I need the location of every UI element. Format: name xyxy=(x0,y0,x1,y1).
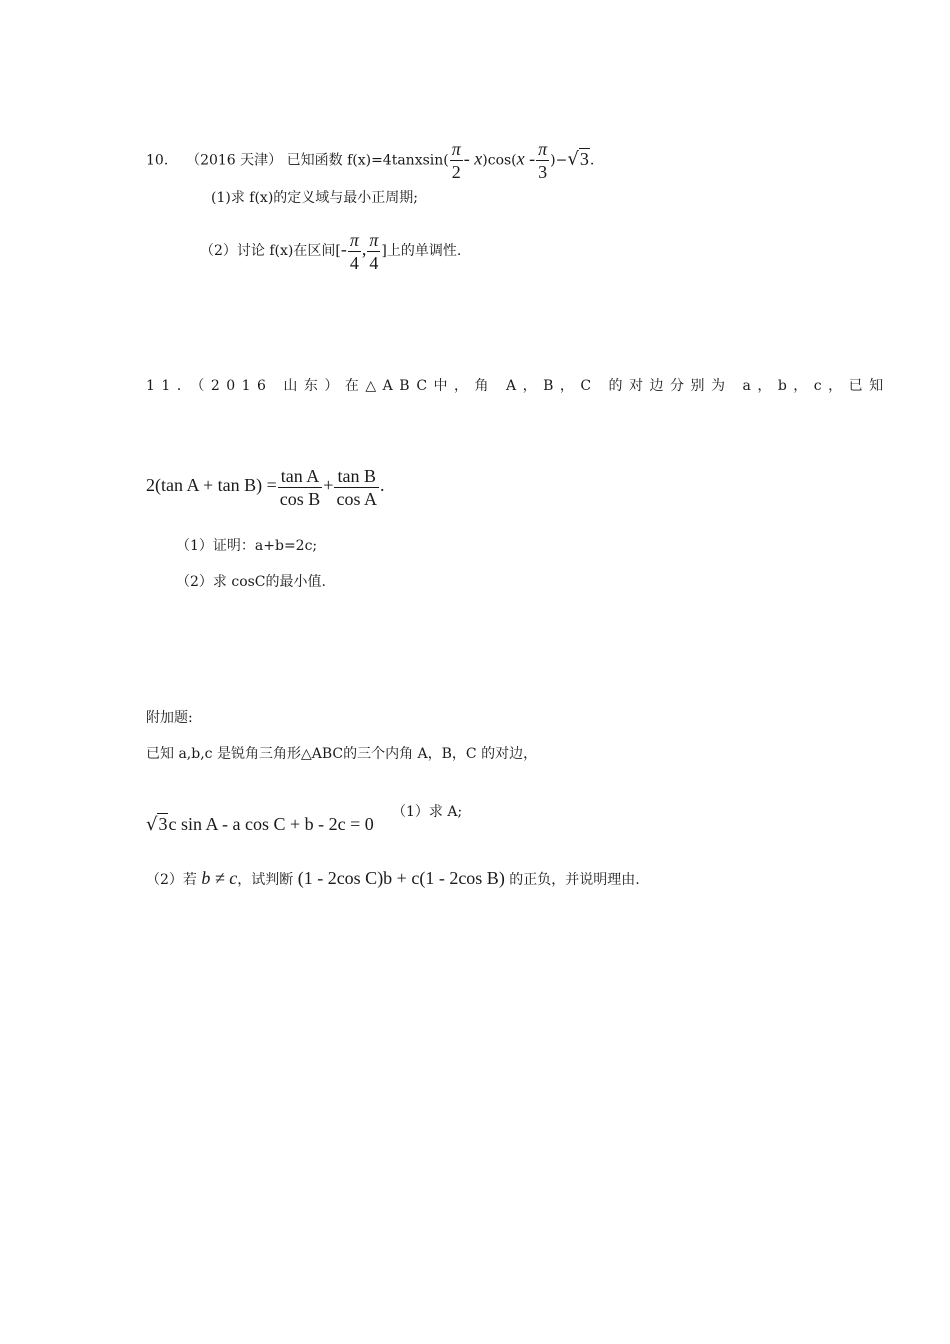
equation-rest: c sin A - a cos C + b - 2c = 0 xyxy=(168,814,374,834)
fraction-pi-over-4 xyxy=(367,229,380,274)
sqrt-icon: √ xyxy=(146,814,158,835)
part2-lead: （2）讨论 f(x)在区间[ xyxy=(200,243,341,259)
sqrt-value: 3 xyxy=(158,814,168,834)
fraction-pi-over-3 xyxy=(536,138,549,183)
denominator: 4 xyxy=(369,252,379,273)
question-10-part-2 xyxy=(200,225,461,273)
sqrt-icon: √ xyxy=(567,148,579,170)
plus-sign: + xyxy=(323,475,334,495)
condition: b ≠ c xyxy=(201,868,238,888)
denominator: cos B xyxy=(279,488,321,509)
numerator: π xyxy=(349,229,359,250)
fraction-pi-over-2 xyxy=(450,138,463,183)
extra-statement: 已知 a,b,c 是锐角三角形△ABC的三个内角 A，B，C 的对边， xyxy=(146,746,538,762)
extra-part-1: （1）求 A; xyxy=(392,804,463,820)
question-11-part-2: （2）求 cosC的最小值. xyxy=(176,574,326,590)
question-11-part-1: （1）证明：a+b=2c; xyxy=(176,538,318,554)
expression: (1 - 2cos C)b + c(1 - 2cos B) xyxy=(297,868,505,888)
part2-tail: ]上的单调性. xyxy=(381,243,462,259)
question-source: （2016 天津） xyxy=(186,152,283,169)
part2-mid: ，试判断 xyxy=(237,872,294,888)
numerator: tan B xyxy=(334,465,379,488)
cos-open: )cos( xyxy=(482,152,517,169)
denominator: 3 xyxy=(538,162,548,182)
sqrt-value: 3 xyxy=(579,148,589,169)
fraction-tanA-over-cosB xyxy=(278,465,323,510)
numerator: tan A xyxy=(278,465,323,488)
fraction-tanB-over-cosA xyxy=(334,465,379,510)
question-11-equation xyxy=(146,458,384,512)
part2-tail: 的正负，并说明理由. xyxy=(509,872,640,888)
comma: , xyxy=(361,239,367,259)
close-minus: )− xyxy=(550,152,568,169)
denominator: 4 xyxy=(349,252,359,273)
numerator: π xyxy=(538,139,548,159)
denominator: 2 xyxy=(451,162,461,182)
x-minus: x - xyxy=(516,148,536,169)
denominator: cos A xyxy=(336,488,377,509)
part2-lead: （2）若 xyxy=(146,872,197,888)
equation-end: . xyxy=(379,475,385,495)
minus-sign: - xyxy=(340,239,347,259)
function-lead: 已知函数 f(x)=4tanxsin( xyxy=(286,152,449,169)
numerator: π xyxy=(451,139,461,159)
extra-part-2 xyxy=(146,864,640,892)
question-10-statement xyxy=(146,138,595,182)
extra-equation xyxy=(146,810,374,838)
minus-x: - x xyxy=(463,148,483,169)
fraction-pi-over-4 xyxy=(348,229,361,274)
numerator: π xyxy=(369,229,379,250)
question-11-statement: 11．（2016 山东）在△ABC中，角 A，B，C 的对边分别为 a，b，c，已知 xyxy=(146,378,890,394)
extra-title: 附加题: xyxy=(146,710,193,726)
equation-lhs: 2(tan A + tan B) = xyxy=(146,475,277,495)
question-10-part-1: (1)求 f(x)的定义域与最小正周期; xyxy=(211,190,418,206)
question-number: 10. xyxy=(146,152,169,169)
period: . xyxy=(589,152,595,169)
